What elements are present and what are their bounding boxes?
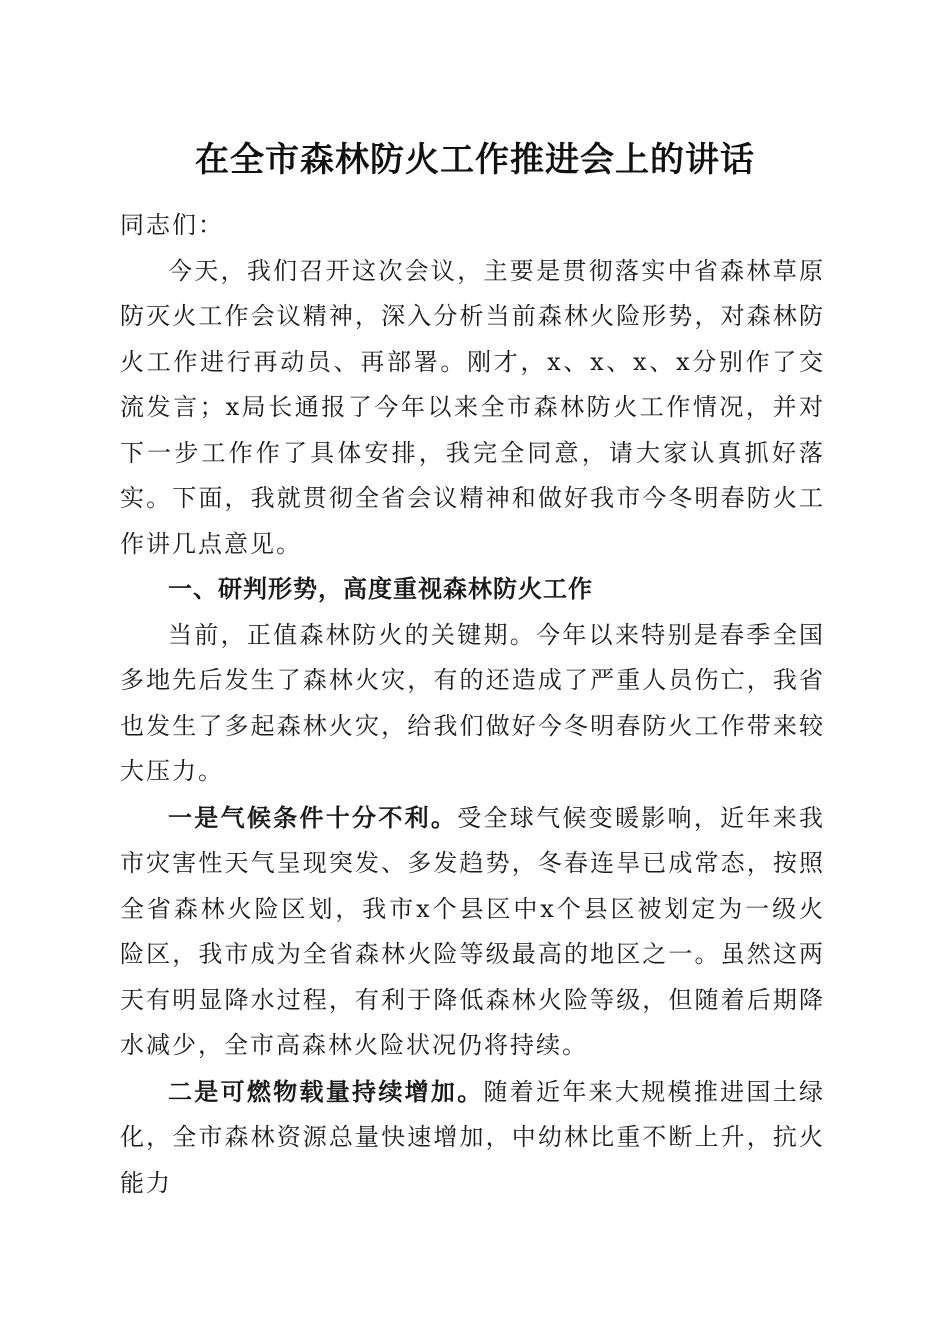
document-body (120, 203, 825, 1206)
point-paragraph-2 (120, 1069, 825, 1207)
point-paragraph-1 (120, 795, 825, 1069)
section-heading: 一、研判形势，高度重视森林防火工作 (168, 575, 593, 603)
point-text-2: 随着近年来大规模推进国土绿化，全市森林资源总量快速增加，中幼林比重不断上升，抗火能力 (120, 1077, 825, 1197)
point-text-1: 受全球气候变暖影响，近年来我市灾害性天气呈现突发、多发趋势，冬春连旱已成常态，按照全省森林火险区划，我市x个县区中x个县区被划定为一级火险区，我市成为全省森林火险等级最高的地区之一。虽然这两天有明显降水过程，有利于降低森林火险等级，但随着后期降水减少，全市高森林火险状况仍将持续。 (120, 803, 826, 1059)
document-title: 在全市森林防火工作推进会上的讲话 (195, 140, 755, 180)
salutation: 同志们： (120, 211, 224, 239)
section-paragraph: 当前，正值森林防火的关键期。今年以来特别是春季全国多地先后发生了森林火灾，有的还造成了严重人员伤亡，我省也发生了多起森林火灾，给我们做好今冬明春防火工作带来较大压力。 (120, 620, 825, 785)
point-lead-1: 一是气候条件十分不利。 (168, 802, 458, 832)
point-lead-2: 二是可燃物载量持续增加。 (168, 1076, 484, 1106)
intro-paragraph: 今天，我们召开这次会议，主要是贯彻落实中省森林草原防灭火工作会议精神，深入分析当前森林火险形势，对森林防火工作进行再动员、再部署。刚才，x、x、x、x分别作了交流发言；x局长通报了今年以来全市森林防火工作情况，并对下一步工作作了具体安排，我完全同意，请大家认真抓好落实。下面，我就贯彻全省会议精神和做好我市今冬明春防火工作讲几点意见。 (120, 256, 825, 558)
